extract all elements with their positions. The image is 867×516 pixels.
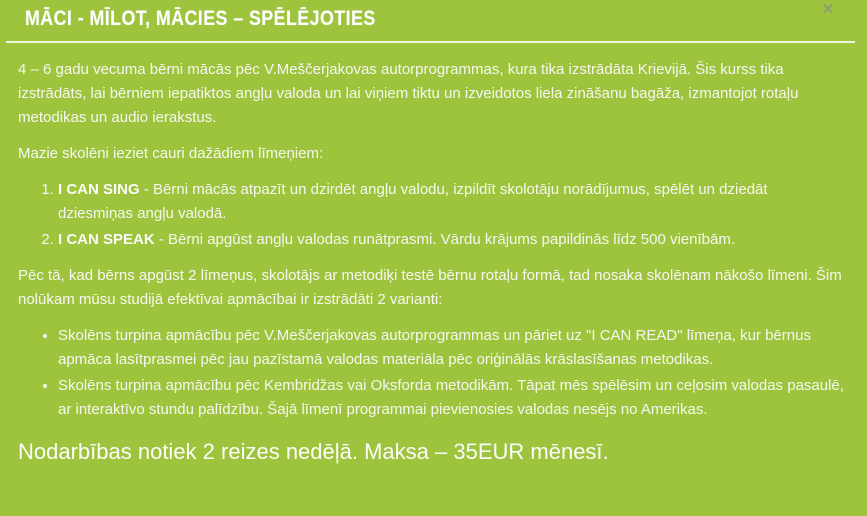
list-item xyxy=(58,374,845,422)
close-icon[interactable]: ✕ xyxy=(821,1,834,18)
page-title: MĀCI - MĪLOT, MĀCIES – SPĒLĒJOTIES xyxy=(25,7,376,30)
levels-intro-paragraph: Mazie skolēni ieziet cauri dažādiem līmeņiem: xyxy=(18,145,324,162)
modal-header xyxy=(0,0,867,39)
level-description: - Bērni mācās atpazīt un dzirdēt angļu valodu, izpildīt skolotāju norādījumus, spēlēt un dziedāt dziesmiņas angļu valodā. xyxy=(58,181,768,222)
variants-intro-paragraph: Pēc tā, kad bērns apgūst 2 līmeņus, skolotājs ar metodiķi testē bērnu rotaļu formā, tad nosaka skolēnam nākošo līmeni. Šim nolūkam mūsu studijā efektīvai apmācībai ir izstrādāti 2 varianti: xyxy=(18,267,842,308)
list-item xyxy=(58,324,845,372)
variants-list xyxy=(18,324,845,422)
list-item xyxy=(58,178,845,226)
list-item xyxy=(58,228,845,252)
level-name: I CAN SPEAK xyxy=(58,231,155,248)
levels-list xyxy=(18,178,845,252)
modal-content xyxy=(0,43,867,466)
level-name: I CAN SING xyxy=(58,181,140,198)
level-description: - Bērni apgūst angļu valodas runātprasmi. Vārdu krājums papildinās līdz 500 vienībām. xyxy=(154,231,735,248)
intro-paragraph: 4 – 6 gadu vecuma bērni mācās pēc V.Meščerjakovas autorprogrammas, kura tika izstrādāta Krievijā. Šis kurss tika izstrādāts, lai bērniem iepatiktos angļu valoda un lai viņiem tiktu un izveidotos liela zināšanu bagāža, izmantojot rotaļu metodikas un audio ierakstus. xyxy=(18,61,799,126)
pricing-note: Nodarbības notiek 2 reizes nedēļā. Maksa – 35EUR mēnesī. xyxy=(18,439,609,464)
variant-description: Skolēns turpina apmācību pēc Kembridžas vai Oksforda metodikām. Tāpat mēs spēlēsim un ceļosim valodas pasaulē, ar interaktīvo stundu palīdzību. Šajā līmenī programmai pievienosies valodas nesējs no Amerikas. xyxy=(58,377,844,418)
variant-description: Skolēns turpina apmācību pēc V.Meščerjakovas autorprogrammas un pāriet uz "I CAN READ" līmeņa, kur bērnus apmāca lasītprasmei pēc jau pazīstamā valodas materiāla pēc oriģinālās krāslasīšanas metodikas. xyxy=(58,327,811,368)
